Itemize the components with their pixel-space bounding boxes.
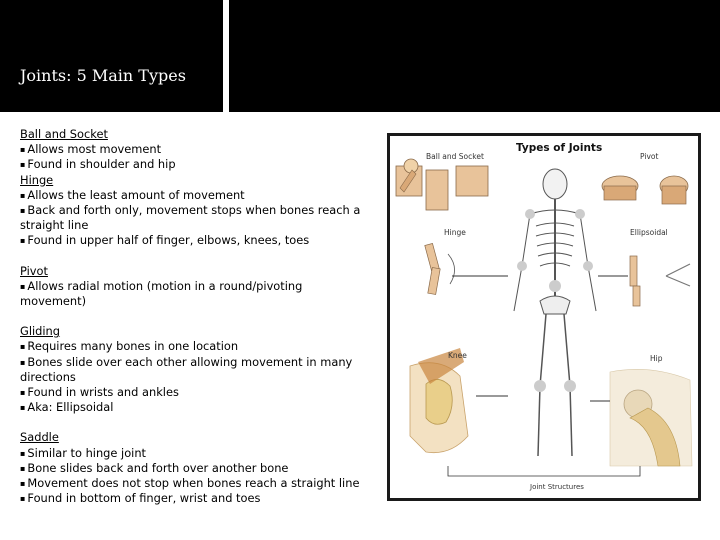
bullet: ▪ Allows the least amount of movement (20, 188, 365, 203)
bullet: ▪ Allows most movement (20, 142, 365, 157)
bullet: ▪ Movement does not stop when bones reach a straight line (20, 476, 365, 491)
bullet: ▪ Allows radial motion (motion in a round/pivoting movement) (20, 279, 365, 309)
bullet: ▪ Found in bottom of finger, wrist and toes (20, 491, 365, 506)
hip-diagram (590, 369, 692, 466)
bullet: ▪ Requires many bones in one location (20, 339, 365, 354)
section-saddle (20, 430, 365, 506)
label-ball-socket: Ball and Socket (426, 152, 484, 161)
knee-diagram (410, 348, 508, 453)
label-hip: Hip (650, 354, 663, 363)
skeleton-illustration (390, 136, 698, 498)
label-pivot: Pivot (640, 152, 659, 161)
header-band-left (0, 0, 223, 112)
bullet: ▪ Back and forth only, movement stops when bones reach a straight line (20, 203, 365, 233)
pivot-diagram (602, 176, 688, 204)
bullet: ▪ Found in shoulder and hip (20, 157, 365, 172)
ball-socket-diagram (396, 159, 488, 210)
section-heading: Ball and Socket (20, 127, 108, 141)
bullet: ▪ Aka: Ellipsoidal (20, 400, 365, 415)
section-heading: Hinge (20, 172, 54, 187)
label-hinge: Hinge (444, 228, 466, 237)
slide-title: Joints: 5 Main Types (20, 66, 186, 85)
slide-content (20, 127, 365, 521)
ellipsoidal-diagram (598, 256, 690, 306)
label-ellipsoidal: Ellipsoidal (630, 228, 668, 237)
bullet: ▪ Bone slides back and forth over another bone (20, 461, 365, 476)
bullet: ▪ Similar to hinge joint (20, 446, 365, 461)
bottom-bracket (448, 466, 640, 476)
bullet: ▪ Found in wrists and ankles (20, 385, 365, 400)
section-gliding (20, 324, 365, 415)
skeleton (514, 169, 596, 456)
hinge-diagram (425, 243, 508, 294)
label-knee: Knee (448, 351, 467, 360)
section-ball-socket-hinge (20, 127, 365, 249)
bullet: ▪ Bones slide over each other allowing movement in many directions (20, 355, 365, 385)
section-heading: Pivot (20, 263, 48, 278)
figure-title: Types of Joints (516, 142, 603, 154)
header-band-right (229, 0, 720, 112)
joint-types-figure (387, 133, 701, 501)
section-pivot (20, 264, 365, 310)
section-heading: Gliding (20, 324, 61, 339)
bullet: ▪ Found in upper half of finger, elbows, knees, toes (20, 233, 365, 248)
figure-footer: Joint Structures (530, 483, 584, 491)
section-heading: Saddle (20, 430, 59, 445)
